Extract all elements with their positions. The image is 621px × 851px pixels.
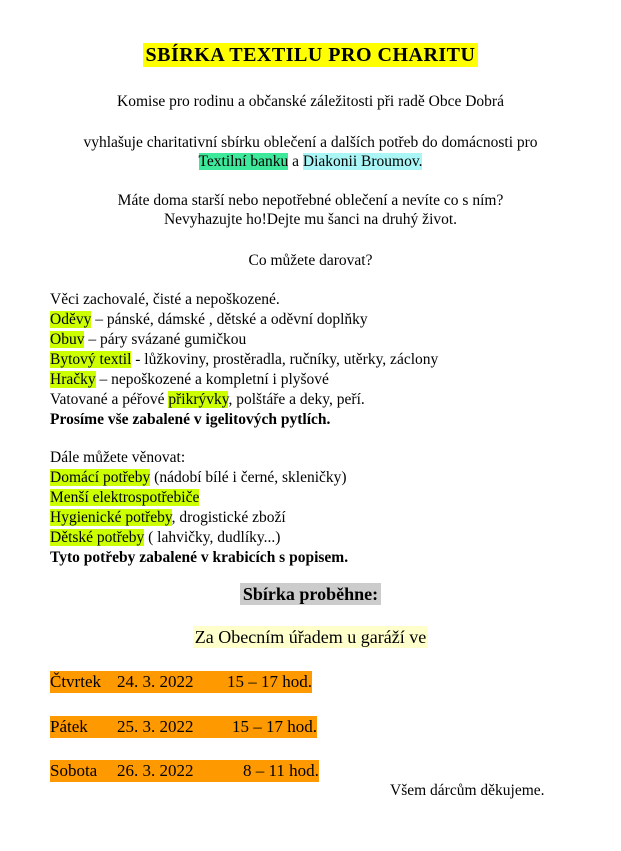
- more-section: [50, 448, 348, 568]
- appeal-line-2: Nevyhazujte ho!Dejte mu šanci na druhý život.: [163, 211, 458, 228]
- item-detail: , drogistické zboží: [171, 509, 286, 526]
- item-highlight: přikrývky: [168, 391, 229, 408]
- page-title: SBÍRKA TEXTILU PRO CHARITU: [0, 44, 621, 67]
- more-item: [50, 528, 348, 548]
- donate-question: Co můžete darovat?: [248, 252, 373, 269]
- donate-item: [50, 330, 438, 350]
- item-detail: - lůžkoviny, prostěradla, ručníky, utěrky, záclony: [131, 351, 439, 368]
- date-day: Sobota: [50, 761, 98, 780]
- appeal-line-1: Máte doma starší nebo nepotřebné oblečení a nevíte co s ním?: [117, 192, 504, 209]
- date-date: 24. 3. 2022: [117, 672, 194, 691]
- date-date: 26. 3. 2022: [117, 761, 194, 780]
- item-highlight: Oděvy: [50, 311, 92, 328]
- date-row-friday: [50, 716, 317, 738]
- date-row-thursday: [50, 671, 312, 693]
- item-highlight: Bytový textil: [50, 351, 132, 368]
- thanks-line: Všem dárcům děkujeme.: [390, 782, 545, 799]
- item-highlight: Menší elektrospotřebiče: [50, 489, 200, 506]
- org-and: a: [288, 153, 303, 170]
- item-highlight: Obuv: [50, 331, 85, 348]
- item-highlight: Hračky: [50, 371, 96, 388]
- committee-line: Komise pro rodinu a občanské záležitosti při radě Obce Dobrá: [117, 93, 504, 110]
- org-textile-bank: Textilní banku: [198, 153, 289, 170]
- donate-intro: Věci zachovalé, čisté a nepoškozené.: [50, 291, 280, 308]
- donate-item: [50, 350, 438, 370]
- date-date: 25. 3. 2022: [117, 717, 194, 736]
- organizations-line: [0, 153, 621, 171]
- date-time: 15 – 17 hod.: [232, 717, 317, 736]
- donate-note: Prosíme vše zabalené v igelitových pytlích.: [50, 411, 331, 428]
- item-detail: (nádobí bílé i černé, skleničky): [150, 469, 347, 486]
- item-highlight: Hygienické potřeby: [50, 509, 172, 526]
- more-note: Tyto potřeby zabalené v krabicích s popisem.: [50, 549, 349, 566]
- more-item: [50, 508, 348, 528]
- item-detail: – pánské, dámské , dětské a oděvní doplňky: [91, 311, 368, 328]
- item-detail: – nepoškozené a kompletní i plyšové: [95, 371, 329, 388]
- announce-line: vyhlašuje charitativní sbírku oblečení a dalších potřeb do domácnosti pro: [83, 134, 538, 151]
- donate-item-blankets: Vatované a péřové přikrývky, polštáře a deky, peří.: [50, 391, 365, 408]
- more-item: [50, 468, 348, 488]
- more-item: [50, 488, 348, 508]
- date-time: 8 – 11 hod.: [243, 761, 319, 780]
- date-row-saturday: [50, 760, 319, 782]
- date-time: 15 – 17 hod.: [227, 672, 312, 691]
- more-intro: Dále můžete věnovat:: [50, 449, 186, 466]
- donate-section: [50, 290, 438, 430]
- item-highlight: Domácí potřeby: [50, 469, 151, 486]
- item-highlight: Dětské potřeby: [50, 529, 145, 546]
- collection-heading: Sbírka proběhne:: [0, 584, 621, 605]
- org-diakonie: Diakonii Broumov.: [302, 153, 423, 170]
- date-day: Pátek: [50, 717, 88, 736]
- donate-item: [50, 310, 438, 330]
- donate-item: [50, 370, 438, 390]
- item-detail: ( lahvičky, dudlíky...): [144, 529, 281, 546]
- collection-place: Za Obecním úřadem u garáží ve: [194, 627, 427, 647]
- date-day: Čtvrtek: [50, 672, 101, 691]
- item-detail: – páry svázané gumičkou: [84, 331, 247, 348]
